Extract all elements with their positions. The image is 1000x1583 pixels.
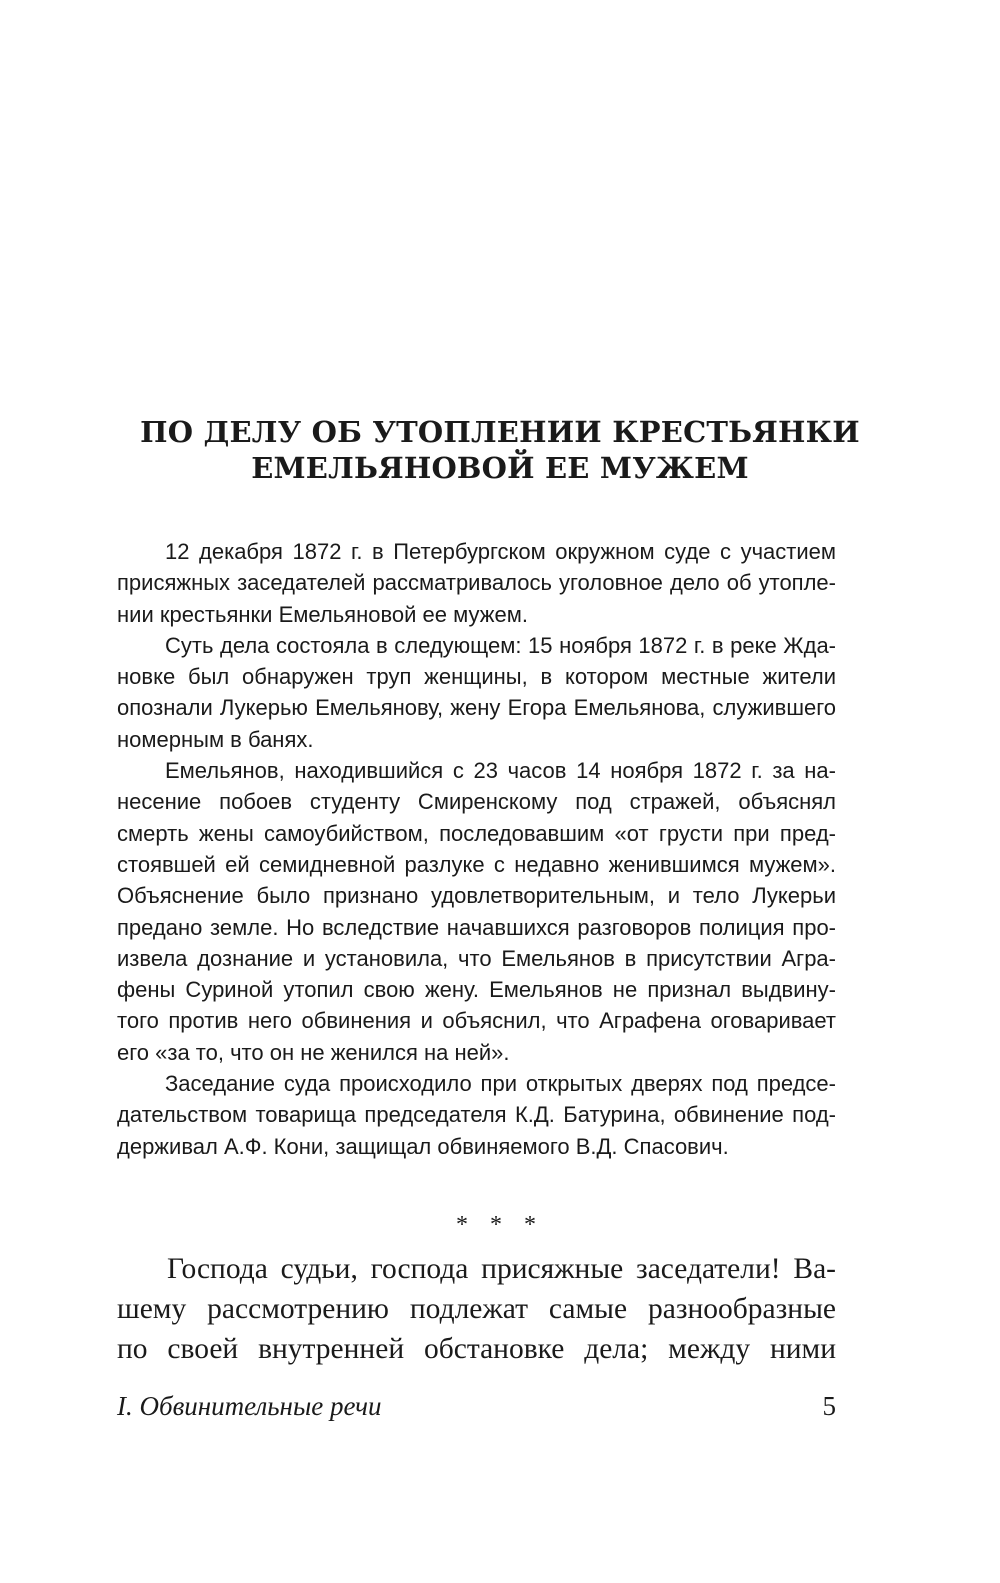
speech-line: по своей внутренней обстановке дела; между ними xyxy=(117,1333,836,1365)
intro-line: извела дознание и установила, что Емельянов в присутствии Агра- xyxy=(117,945,836,971)
intro-line: предано земле. Но вследствие начавшихся разговоров полиция про- xyxy=(117,914,836,940)
intro-line: опознали Лукерью Емельянову, жену Егора Емельянова, служившего xyxy=(117,695,836,721)
intro-line: Объяснение было признано удовлетворительным, и тело Лукерьи xyxy=(117,883,836,909)
intro-line: номерным в банях. xyxy=(117,726,314,752)
page-number: 5 xyxy=(822,1391,836,1421)
intro-line: стоявшей ей семидневной разлуке с недавно женившимся мужем». xyxy=(117,851,836,877)
intro-line: смерть жены самоубийством, последовавшим «от грусти при пред- xyxy=(117,820,836,846)
intro-line: нии крестьянки Емельяновой ее мужем. xyxy=(117,601,528,627)
running-footer-section: I. Обвинительные речи xyxy=(117,1391,382,1421)
speech-line: шему рассмотрению подлежат самые разнообразные xyxy=(117,1293,836,1325)
intro-line: держивал А.Ф. Кони, защищал обвиняемого В.Д. Спасович. xyxy=(117,1133,729,1159)
intro-line: несение побоев студенту Смиренскому под стражей, объяснял xyxy=(117,789,836,815)
intro-line: того против него обвинения и объяснил, что Аграфена оговаривает xyxy=(117,1008,836,1034)
intro-line: его «за то, что он не женился на ней». xyxy=(117,1039,510,1065)
intro-line: Емельянов, находившийся с 23 часов 14 ноября 1872 г. за на- xyxy=(165,758,836,784)
intro-line: присяжных заседателей рассматривалось уголовное дело об утопле- xyxy=(117,570,836,596)
speech-text xyxy=(117,1249,836,1369)
intro-line: Заседание суда происходило при открытых дверях под предсе- xyxy=(165,1071,836,1097)
chapter-title-line-2: ЕМЕЛЬЯНОВОЙ ЕЕ МУЖЕМ xyxy=(251,451,749,485)
intro-text xyxy=(117,536,836,1162)
section-separator: * * * xyxy=(456,1212,544,1238)
chapter-title-line-1: ПО ДЕЛУ ОБ УТОПЛЕНИИ КРЕСТЬЯНКИ xyxy=(140,415,860,449)
intro-line: новке был обнаружен труп женщины, в котором местные жители xyxy=(117,664,836,690)
intro-line: фены Суриной утопил свою жену. Емельянов не признал выдвину- xyxy=(117,977,836,1003)
speech-line: Господа судьи, господа присяжные заседатели! Ва- xyxy=(167,1253,836,1285)
page-footer xyxy=(117,1389,836,1423)
intro-line: дательством товарища председателя К.Д. Батурина, обвинение под- xyxy=(117,1102,836,1128)
chapter-title xyxy=(100,414,900,486)
intro-line: Суть дела состояла в следующем: 15 ноября 1872 г. в реке Жда- xyxy=(165,632,836,658)
intro-line: 12 декабря 1872 г. в Петербургском окружном суде с участием xyxy=(165,539,836,564)
